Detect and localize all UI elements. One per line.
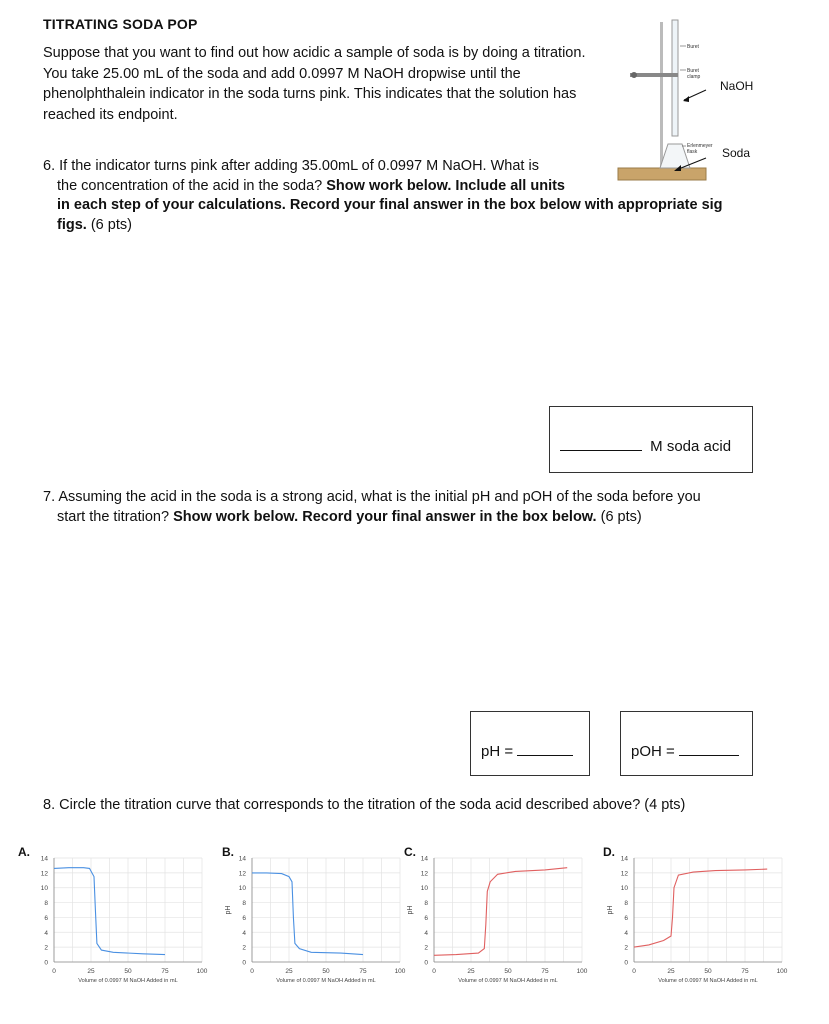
x-axis-label: Volume of 0.0997 M NaOH Added in mL bbox=[78, 978, 178, 984]
y-tick-label: 4 bbox=[44, 929, 48, 937]
y-tick-label: 14 bbox=[620, 855, 628, 863]
y-tick-label: 0 bbox=[424, 959, 428, 967]
y-tick-label: 6 bbox=[624, 914, 628, 922]
y-tick-label: 10 bbox=[238, 885, 246, 893]
stand-rod bbox=[660, 22, 663, 168]
y-tick-label: 4 bbox=[242, 929, 246, 937]
y-tick-label: 14 bbox=[238, 855, 246, 863]
y-tick-label: 0 bbox=[242, 959, 246, 967]
y-tick-label: 12 bbox=[40, 870, 48, 878]
plot-b-letter[interactable]: B. bbox=[222, 845, 234, 859]
q6-line4-bold: figs. bbox=[57, 216, 87, 233]
x-tick-label: 75 bbox=[359, 968, 367, 975]
y-tick-label: 8 bbox=[242, 900, 246, 908]
q6-line1: 6. If the indicator turns pink after adding 35.00mL of 0.0997 M NaOH. What is bbox=[43, 158, 539, 174]
y-tick-label: 12 bbox=[238, 870, 246, 878]
plot-c-letter[interactable]: C. bbox=[404, 845, 416, 859]
naoh-label: NaOH bbox=[720, 79, 754, 93]
y-tick-label: 6 bbox=[424, 914, 428, 922]
y-tick-label: 12 bbox=[420, 870, 428, 878]
y-tick-label: 2 bbox=[44, 944, 48, 952]
x-tick-label: 100 bbox=[776, 968, 788, 975]
x-axis-label: Volume of 0.0997 M NaOH Added in mL bbox=[458, 978, 558, 984]
y-tick-label: 2 bbox=[242, 944, 246, 952]
flask-label-2: flask bbox=[687, 149, 698, 155]
y-tick-label: 0 bbox=[44, 959, 48, 967]
ph-label: pH = bbox=[481, 743, 518, 760]
y-axis-label: pH bbox=[407, 905, 414, 915]
x-tick-label: 0 bbox=[52, 968, 56, 975]
x-tick-label: 50 bbox=[124, 968, 132, 975]
flask-label-1: Erlenmeyer bbox=[687, 143, 713, 149]
q6-line4-plain: (6 pts) bbox=[86, 216, 132, 233]
page-title: TITRATING SODA POP bbox=[43, 16, 198, 32]
question-6 bbox=[43, 157, 743, 235]
y-tick-label: 12 bbox=[620, 870, 628, 878]
x-tick-label: 0 bbox=[632, 968, 636, 975]
buret-clamp bbox=[630, 73, 678, 77]
q6-line2-plain: the concentration of the acid in the soda? bbox=[57, 177, 327, 194]
q7-line2-plain: start the titration? bbox=[57, 508, 174, 525]
y-tick-label: 8 bbox=[424, 900, 428, 908]
clamp-knob bbox=[631, 72, 637, 78]
plot-d[interactable] bbox=[602, 846, 788, 986]
plot-b[interactable] bbox=[220, 846, 406, 986]
ph-answer-box[interactable] bbox=[470, 711, 590, 776]
y-tick-label: 4 bbox=[624, 929, 628, 937]
x-tick-label: 75 bbox=[161, 968, 169, 975]
y-tick-label: 2 bbox=[624, 944, 628, 952]
x-tick-label: 50 bbox=[504, 968, 512, 975]
q7-line2-bold: Show work below. Record your final answer in the box below. bbox=[173, 508, 597, 525]
buret-label: Buret bbox=[687, 44, 699, 50]
y-tick-label: 10 bbox=[420, 885, 428, 893]
y-tick-label: 6 bbox=[242, 914, 246, 922]
buret-clamp-label-1: Buret bbox=[687, 68, 699, 74]
plot-c[interactable] bbox=[402, 846, 588, 986]
buret-tube bbox=[672, 20, 678, 136]
x-tick-label: 50 bbox=[704, 968, 712, 975]
x-tick-label: 25 bbox=[87, 968, 95, 975]
q6-answer-unit: M soda acid bbox=[650, 438, 732, 455]
x-tick-label: 50 bbox=[322, 968, 330, 975]
plot-a-letter[interactable]: A. bbox=[18, 845, 30, 859]
x-tick-label: 25 bbox=[285, 968, 293, 975]
plot-a[interactable] bbox=[22, 846, 208, 986]
q7-line2-tail: (6 pts) bbox=[596, 508, 642, 525]
y-axis-label: pH bbox=[607, 905, 614, 915]
question-7 bbox=[43, 488, 783, 527]
plot-d-letter[interactable]: D. bbox=[603, 845, 615, 859]
q6-line3-bold: in each step of your calculations. Record your final answer in the box below with appropriate sig bbox=[57, 197, 723, 213]
buret-clamp-label-2: clamp bbox=[687, 74, 701, 80]
soda-label: Soda bbox=[722, 146, 751, 160]
x-axis-label: Volume of 0.0997 M NaOH Added in mL bbox=[658, 978, 758, 984]
y-tick-label: 8 bbox=[44, 900, 48, 908]
x-tick-label: 25 bbox=[467, 968, 475, 975]
x-tick-label: 75 bbox=[541, 968, 549, 975]
q6-line2-bold: Show work below. Include all units bbox=[326, 177, 565, 194]
y-tick-label: 4 bbox=[424, 929, 428, 937]
y-tick-label: 14 bbox=[40, 855, 48, 863]
y-tick-label: 6 bbox=[44, 914, 48, 922]
intro-paragraph: Suppose that you want to find out how acidic a sample of soda is by doing a titration. You take 25.00 mL of the soda and add 0.0997 M NaOH dropwise until the phenolphthalein indicator in the soda turns pink. This indicates that the solution has reached its endpoint. bbox=[43, 45, 586, 123]
x-tick-label: 25 bbox=[667, 968, 675, 975]
x-tick-label: 100 bbox=[576, 968, 588, 975]
question-8: 8. Circle the titration curve that corresponds to the titration of the soda acid described above? (4 pts) bbox=[43, 797, 686, 813]
y-tick-label: 10 bbox=[40, 885, 48, 893]
x-tick-label: 75 bbox=[741, 968, 749, 975]
y-tick-label: 0 bbox=[624, 959, 628, 967]
q7-line1: 7. Assuming the acid in the soda is a strong acid, what is the initial pH and pOH of the soda before you bbox=[43, 489, 701, 505]
poh-answer-box[interactable] bbox=[620, 711, 753, 776]
poh-label: pOH = bbox=[631, 743, 679, 760]
x-tick-label: 100 bbox=[394, 968, 406, 975]
y-tick-label: 14 bbox=[420, 855, 428, 863]
y-tick-label: 8 bbox=[624, 900, 628, 908]
x-tick-label: 0 bbox=[432, 968, 436, 975]
x-axis-label: Volume of 0.0997 M NaOH Added in mL bbox=[276, 978, 376, 984]
y-tick-label: 2 bbox=[424, 944, 428, 952]
y-axis-label: pH bbox=[225, 905, 232, 915]
x-tick-label: 0 bbox=[250, 968, 254, 975]
titration-curve-line bbox=[634, 869, 767, 947]
q6-answer-box[interactable] bbox=[549, 406, 753, 473]
y-tick-label: 10 bbox=[620, 885, 628, 893]
titration-curve-line bbox=[434, 868, 567, 956]
x-tick-label: 100 bbox=[196, 968, 208, 975]
